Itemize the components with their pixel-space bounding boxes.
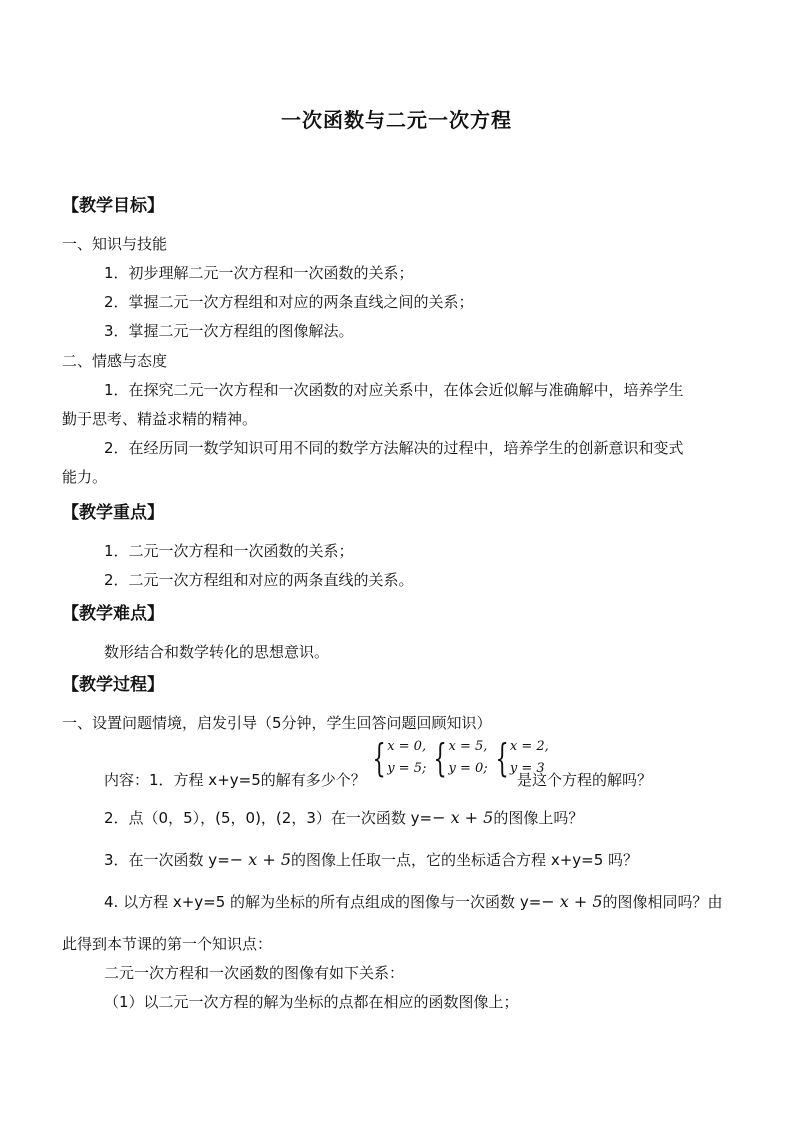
question-3-prefix: 3．在一次函数 y= [104,851,230,869]
goals-para1-line1: 1．在探究二元一次方程和一次函数的对应关系中，在体会近似解与准确解中，培养学生 [104,381,684,399]
question-4-prefix: 4. 以方程 x+y=5 的解为坐标的所有点组成的图像与一次函数 y= [104,893,542,911]
question-3-suffix: 的图像上任取一点，它的坐标适合方程 x+y=5 吗？ [291,851,639,869]
question-2-prefix: 2．点（0，5），(5，0)，(2，3）在一次函数 y= [104,809,433,827]
goals-item-2: 2．掌握二元一次方程组和对应的两条直线之间的关系； [104,293,474,311]
system-1-row-2: y = 5; [387,761,427,776]
difficulty-text: 数形结合和数学转化的思想意识。 [104,643,330,661]
question-2-suffix: 的图像上吗？ [493,809,584,827]
question-1-prefix: 内容：1．方程 x+y=5的解有多少个？ [104,771,366,789]
conclusion-item-1: （1）以二元一次方程的解为坐标的点都在相应的函数图像上； [104,993,519,1011]
question-4-line-2: 此得到本节课的第一个知识点： [62,935,273,953]
heading-goals: 【教学目标】 [62,196,164,216]
question-2 [104,807,583,828]
process-step1: 一、设置问题情境，启发引导（5分钟，学生回答问题回顾知识） [62,714,492,732]
goals-item-1: 1．初步理解二元一次方程和一次函数的关系； [104,264,414,282]
system-3-row-1: x = 2, [509,739,549,754]
question-4-suffix: 的图像相同吗？由 [602,893,723,911]
system-1-row-1: x = 0, [387,739,427,754]
page-title: 一次函数与二元一次方程 [281,108,512,132]
equation-system-1: { x = 0, y = 5; [372,736,427,780]
equation-system-2: { x = 5, y = 0; [433,736,488,780]
goals-para2-line2: 能力。 [62,468,108,486]
heading-process: 【教学过程】 [62,675,164,695]
expr-neg-x-plus-5: − x + 5 [541,892,603,911]
goals-sub2: 二、情感与态度 [62,352,168,370]
goals-sub1: 一、知识与技能 [62,235,168,253]
equation-system-3: { x = 2, y = 3 [495,736,549,780]
conclusion-text: 二元一次方程和一次函数的图像有如下关系： [104,964,405,982]
goals-para2-line1: 2．在经历同一数学知识可用不同的数学方法解决的过程中，培养学生的创新意识和变式 [104,439,684,457]
system-3-row-2: y = 3 [509,761,545,776]
heading-key: 【教学重点】 [62,503,164,523]
goals-item-3: 3．掌握二元一次方程组的图像解法。 [104,322,354,340]
goals-para1-line2: 勤于思考、精益求精的精神。 [62,410,258,428]
question-3 [104,849,638,870]
expr-neg-x-plus-5: − x + 5 [229,850,292,869]
system-2-row-2: y = 0; [448,761,488,776]
key-item-1: 1．二元一次方程和一次函数的关系； [104,542,354,560]
question-1-suffix: 是这个方程的解吗？ [517,771,653,789]
question-4 [104,891,723,912]
key-item-2: 2．二元一次方程组和对应的两条直线的关系。 [104,571,414,589]
heading-difficulty: 【教学难点】 [62,604,164,624]
expr-neg-x-plus-5: − x + 5 [432,808,494,827]
system-2-row-1: x = 5, [448,739,488,754]
